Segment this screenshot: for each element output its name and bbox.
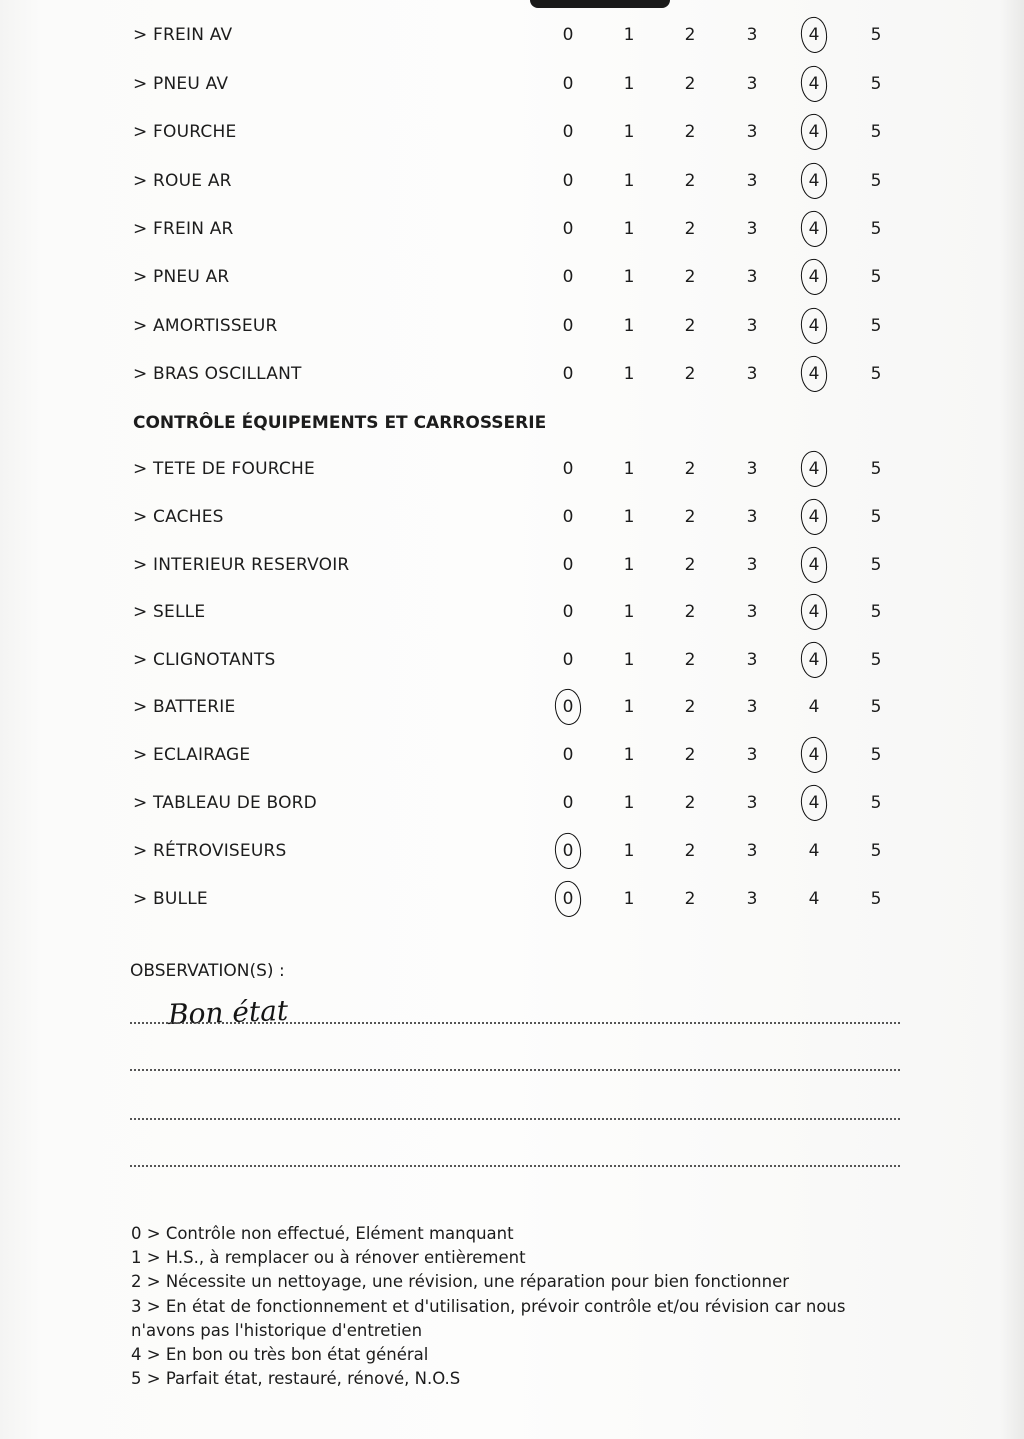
score-option bbox=[861, 311, 891, 341]
observation-line bbox=[130, 1165, 900, 1167]
row-label: > PNEU AV bbox=[133, 74, 229, 94]
score-value: 0 bbox=[562, 555, 574, 575]
score-value: 1 bbox=[623, 650, 635, 670]
observations-handwritten: Bon état bbox=[167, 993, 289, 1032]
score-value: 1 bbox=[623, 316, 635, 336]
score-option bbox=[861, 166, 891, 196]
rating-legend bbox=[131, 1222, 901, 1391]
score-option bbox=[737, 788, 767, 818]
row-label: > SELLE bbox=[133, 602, 206, 622]
score-option bbox=[614, 692, 644, 722]
score-option bbox=[553, 166, 583, 196]
observation-line bbox=[130, 1069, 900, 1071]
score-value: 5 bbox=[870, 697, 882, 717]
score-option bbox=[737, 502, 767, 532]
score-option bbox=[675, 740, 705, 770]
score-value: 3 bbox=[746, 316, 758, 336]
checklist-row bbox=[0, 214, 1024, 244]
score-value: 1 bbox=[623, 602, 635, 622]
row-label: > INTERIEUR RESERVOIR bbox=[133, 555, 350, 575]
score-option bbox=[737, 597, 767, 627]
score-value: 2 bbox=[684, 267, 696, 287]
score-option bbox=[614, 788, 644, 818]
score-value: 1 bbox=[623, 889, 635, 909]
score-option bbox=[675, 20, 705, 50]
score-value: 4 bbox=[808, 219, 820, 239]
row-label: > ROUE AR bbox=[133, 171, 232, 191]
score-value: 3 bbox=[746, 650, 758, 670]
score-value: 0 bbox=[562, 74, 574, 94]
legend-item: 5 > Parfait état, restauré, rénové, N.O.S bbox=[131, 1369, 461, 1389]
score-value: 5 bbox=[870, 602, 882, 622]
score-value: 2 bbox=[684, 841, 696, 861]
score-option bbox=[675, 69, 705, 99]
score-value: 5 bbox=[870, 267, 882, 287]
score-value: 0 bbox=[562, 171, 574, 191]
score-option bbox=[553, 214, 583, 244]
score-value: 0 bbox=[562, 745, 574, 765]
row-label: > TETE DE FOURCHE bbox=[133, 459, 315, 479]
score-option bbox=[614, 454, 644, 484]
score-option bbox=[553, 359, 583, 389]
score-option bbox=[861, 69, 891, 99]
row-label: > FREIN AR bbox=[133, 219, 234, 239]
score-value: 1 bbox=[623, 507, 635, 527]
score-option bbox=[675, 117, 705, 147]
score-value: 0 bbox=[562, 602, 574, 622]
score-value: 1 bbox=[623, 74, 635, 94]
score-option bbox=[861, 836, 891, 866]
score-value: 4 bbox=[808, 697, 820, 717]
score-value: 5 bbox=[870, 650, 882, 670]
checklist-row bbox=[0, 550, 1024, 580]
score-option bbox=[614, 166, 644, 196]
section-title: CONTRÔLE ÉQUIPEMENTS ET CARROSSERIE bbox=[133, 413, 547, 433]
score-value: 0 bbox=[562, 316, 574, 336]
score-value: 2 bbox=[684, 219, 696, 239]
score-value: 0 bbox=[562, 219, 574, 239]
score-option bbox=[553, 117, 583, 147]
score-value: 3 bbox=[746, 267, 758, 287]
score-value: 5 bbox=[870, 122, 882, 142]
score-option bbox=[553, 645, 583, 675]
score-option bbox=[861, 788, 891, 818]
score-value: 4 bbox=[808, 25, 820, 45]
score-value: 2 bbox=[684, 459, 696, 479]
score-option bbox=[675, 311, 705, 341]
observations-title: OBSERVATION(S) : bbox=[130, 961, 285, 981]
score-value: 2 bbox=[684, 74, 696, 94]
score-value: 3 bbox=[746, 555, 758, 575]
score-value: 5 bbox=[870, 889, 882, 909]
score-option bbox=[861, 214, 891, 244]
score-option bbox=[799, 359, 829, 389]
score-value: 0 bbox=[562, 793, 574, 813]
score-option bbox=[737, 645, 767, 675]
score-value: 2 bbox=[684, 602, 696, 622]
score-option bbox=[737, 740, 767, 770]
score-option bbox=[737, 20, 767, 50]
score-value: 1 bbox=[623, 459, 635, 479]
score-value: 3 bbox=[746, 602, 758, 622]
row-label: > BRAS OSCILLANT bbox=[133, 364, 302, 384]
score-value: 5 bbox=[870, 171, 882, 191]
checklist-row bbox=[0, 884, 1024, 914]
score-value: 1 bbox=[623, 745, 635, 765]
score-option bbox=[861, 262, 891, 292]
row-label: > ECLAIRAGE bbox=[133, 745, 251, 765]
score-value: 3 bbox=[746, 697, 758, 717]
score-value: 4 bbox=[808, 74, 820, 94]
score-value: 2 bbox=[684, 171, 696, 191]
score-value: 2 bbox=[684, 122, 696, 142]
score-value: 1 bbox=[623, 267, 635, 287]
score-option bbox=[737, 262, 767, 292]
score-value: 2 bbox=[684, 793, 696, 813]
score-option bbox=[614, 311, 644, 341]
score-value: 4 bbox=[808, 316, 820, 336]
score-option bbox=[614, 884, 644, 914]
score-value: 3 bbox=[746, 74, 758, 94]
checklist-row bbox=[0, 645, 1024, 675]
score-value: 3 bbox=[746, 841, 758, 861]
row-label: > AMORTISSEUR bbox=[133, 316, 278, 336]
score-option bbox=[553, 597, 583, 627]
score-option bbox=[553, 788, 583, 818]
score-option bbox=[799, 117, 829, 147]
score-option bbox=[737, 836, 767, 866]
score-option bbox=[737, 550, 767, 580]
score-option bbox=[553, 692, 583, 722]
score-option bbox=[553, 550, 583, 580]
score-option bbox=[614, 550, 644, 580]
legend-item: 0 > Contrôle non effectué, Elément manquant bbox=[131, 1224, 514, 1243]
score-value: 0 bbox=[562, 364, 574, 384]
legend-item: 4 > En bon ou très bon état général bbox=[131, 1345, 429, 1365]
row-label: > PNEU AR bbox=[133, 267, 230, 287]
score-option bbox=[737, 214, 767, 244]
score-value: 1 bbox=[623, 555, 635, 575]
score-value: 1 bbox=[623, 697, 635, 717]
score-value: 4 bbox=[808, 122, 820, 142]
score-value: 4 bbox=[808, 889, 820, 909]
score-option bbox=[861, 740, 891, 770]
score-value: 4 bbox=[808, 555, 820, 575]
score-value: 5 bbox=[870, 793, 882, 813]
score-value: 4 bbox=[808, 507, 820, 527]
score-option bbox=[675, 884, 705, 914]
score-option bbox=[799, 262, 829, 292]
score-value: 5 bbox=[870, 459, 882, 479]
score-value: 0 bbox=[562, 697, 574, 717]
score-option bbox=[675, 359, 705, 389]
score-option bbox=[614, 645, 644, 675]
score-value: 5 bbox=[870, 745, 882, 765]
score-option bbox=[675, 788, 705, 818]
score-value: 2 bbox=[684, 364, 696, 384]
score-value: 4 bbox=[808, 364, 820, 384]
score-option bbox=[737, 454, 767, 484]
score-value: 3 bbox=[746, 459, 758, 479]
score-value: 4 bbox=[808, 171, 820, 191]
score-value: 0 bbox=[562, 267, 574, 287]
score-option bbox=[614, 359, 644, 389]
score-value: 1 bbox=[623, 171, 635, 191]
score-value: 3 bbox=[746, 25, 758, 45]
score-value: 3 bbox=[746, 171, 758, 191]
checklist-row bbox=[0, 502, 1024, 532]
score-option bbox=[799, 788, 829, 818]
legend-item: 3 > En état de fonctionnement et d'utilisation, prévoir contrôle et/ou révision car nous n'avons pas l'historique d'entretien bbox=[131, 1296, 846, 1340]
score-option bbox=[553, 502, 583, 532]
checklist-row bbox=[0, 262, 1024, 292]
score-option bbox=[737, 166, 767, 196]
score-value: 0 bbox=[562, 841, 574, 861]
score-option bbox=[614, 740, 644, 770]
score-option bbox=[614, 262, 644, 292]
score-option bbox=[799, 454, 829, 484]
checklist-row bbox=[0, 166, 1024, 196]
score-option bbox=[799, 836, 829, 866]
score-option bbox=[861, 359, 891, 389]
score-value: 0 bbox=[562, 507, 574, 527]
checklist-row bbox=[0, 788, 1024, 818]
score-value: 1 bbox=[623, 793, 635, 813]
score-option bbox=[675, 502, 705, 532]
score-option bbox=[861, 20, 891, 50]
score-value: 4 bbox=[808, 650, 820, 670]
checklist-row bbox=[0, 69, 1024, 99]
score-value: 2 bbox=[684, 745, 696, 765]
score-value: 4 bbox=[808, 793, 820, 813]
score-option bbox=[675, 262, 705, 292]
score-value: 2 bbox=[684, 650, 696, 670]
score-option bbox=[553, 884, 583, 914]
score-option bbox=[614, 20, 644, 50]
score-option bbox=[614, 69, 644, 99]
score-option bbox=[675, 692, 705, 722]
score-option bbox=[553, 740, 583, 770]
score-option bbox=[553, 836, 583, 866]
row-label: > CACHES bbox=[133, 507, 224, 527]
score-option bbox=[861, 550, 891, 580]
score-value: 3 bbox=[746, 507, 758, 527]
score-value: 5 bbox=[870, 507, 882, 527]
score-option bbox=[675, 214, 705, 244]
checklist-row bbox=[0, 836, 1024, 866]
score-value: 0 bbox=[562, 25, 574, 45]
score-value: 3 bbox=[746, 364, 758, 384]
score-value: 1 bbox=[623, 25, 635, 45]
score-option bbox=[614, 836, 644, 866]
row-label: > BATTERIE bbox=[133, 697, 236, 717]
score-option bbox=[861, 502, 891, 532]
score-option bbox=[737, 884, 767, 914]
row-label: > RÉTROVISEURS bbox=[133, 841, 287, 861]
score-option bbox=[737, 69, 767, 99]
score-value: 2 bbox=[684, 555, 696, 575]
score-option bbox=[675, 454, 705, 484]
score-value: 5 bbox=[870, 316, 882, 336]
score-option bbox=[553, 454, 583, 484]
score-value: 1 bbox=[623, 219, 635, 239]
score-option bbox=[614, 597, 644, 627]
score-value: 3 bbox=[746, 122, 758, 142]
legend-item: 1 > H.S., à remplacer ou à rénover entièrement bbox=[131, 1248, 526, 1268]
score-option bbox=[861, 645, 891, 675]
score-value: 5 bbox=[870, 74, 882, 94]
observation-line bbox=[130, 1118, 900, 1120]
scan-edge-shadow bbox=[530, 0, 670, 8]
score-option bbox=[737, 311, 767, 341]
row-label: > CLIGNOTANTS bbox=[133, 650, 276, 670]
score-option bbox=[737, 359, 767, 389]
checklist-row bbox=[0, 20, 1024, 50]
score-value: 5 bbox=[870, 364, 882, 384]
score-option bbox=[799, 597, 829, 627]
score-value: 4 bbox=[808, 459, 820, 479]
checklist-row bbox=[0, 117, 1024, 147]
score-option bbox=[553, 262, 583, 292]
score-option bbox=[799, 645, 829, 675]
score-value: 4 bbox=[808, 841, 820, 861]
score-option bbox=[799, 311, 829, 341]
checklist-row bbox=[0, 311, 1024, 341]
score-option bbox=[675, 550, 705, 580]
score-option bbox=[861, 884, 891, 914]
score-value: 3 bbox=[746, 793, 758, 813]
score-value: 1 bbox=[623, 122, 635, 142]
score-option bbox=[675, 166, 705, 196]
score-value: 3 bbox=[746, 219, 758, 239]
score-option bbox=[675, 645, 705, 675]
row-label: > TABLEAU DE BORD bbox=[133, 793, 317, 813]
score-option bbox=[675, 597, 705, 627]
score-option bbox=[799, 884, 829, 914]
score-value: 3 bbox=[746, 745, 758, 765]
score-value: 0 bbox=[562, 650, 574, 670]
score-value: 2 bbox=[684, 25, 696, 45]
score-option bbox=[799, 20, 829, 50]
score-option bbox=[675, 836, 705, 866]
score-option bbox=[799, 69, 829, 99]
score-value: 2 bbox=[684, 889, 696, 909]
score-option bbox=[614, 117, 644, 147]
score-value: 4 bbox=[808, 745, 820, 765]
score-option bbox=[614, 214, 644, 244]
score-option bbox=[553, 69, 583, 99]
legend-item: 2 > Nécessite un nettoyage, une révision, une réparation pour bien fonctionner bbox=[131, 1272, 790, 1292]
row-label: > BULLE bbox=[133, 889, 208, 909]
score-option bbox=[553, 20, 583, 50]
score-option bbox=[737, 692, 767, 722]
score-value: 5 bbox=[870, 841, 882, 861]
row-label: > FREIN AV bbox=[133, 25, 233, 45]
score-value: 5 bbox=[870, 555, 882, 575]
score-option bbox=[799, 214, 829, 244]
score-option bbox=[553, 311, 583, 341]
score-value: 4 bbox=[808, 267, 820, 287]
score-option bbox=[861, 692, 891, 722]
score-value: 3 bbox=[746, 889, 758, 909]
checklist-row bbox=[0, 740, 1024, 770]
score-value: 5 bbox=[870, 25, 882, 45]
score-option bbox=[737, 117, 767, 147]
checklist-row bbox=[0, 454, 1024, 484]
score-value: 1 bbox=[623, 364, 635, 384]
row-label: > FOURCHE bbox=[133, 122, 237, 142]
score-value: 1 bbox=[623, 841, 635, 861]
checklist-row bbox=[0, 597, 1024, 627]
score-option bbox=[799, 502, 829, 532]
score-option bbox=[861, 117, 891, 147]
score-option bbox=[799, 166, 829, 196]
score-value: 2 bbox=[684, 507, 696, 527]
score-value: 2 bbox=[684, 316, 696, 336]
score-option bbox=[614, 502, 644, 532]
score-option bbox=[861, 597, 891, 627]
score-option bbox=[861, 454, 891, 484]
score-option bbox=[799, 692, 829, 722]
score-value: 0 bbox=[562, 459, 574, 479]
score-value: 2 bbox=[684, 697, 696, 717]
checklist-row bbox=[0, 359, 1024, 389]
score-option bbox=[799, 740, 829, 770]
score-value: 4 bbox=[808, 602, 820, 622]
checklist-row bbox=[0, 692, 1024, 722]
observation-line bbox=[130, 1022, 900, 1024]
score-value: 0 bbox=[562, 889, 574, 909]
score-value: 0 bbox=[562, 122, 574, 142]
score-value: 5 bbox=[870, 219, 882, 239]
score-option bbox=[799, 550, 829, 580]
